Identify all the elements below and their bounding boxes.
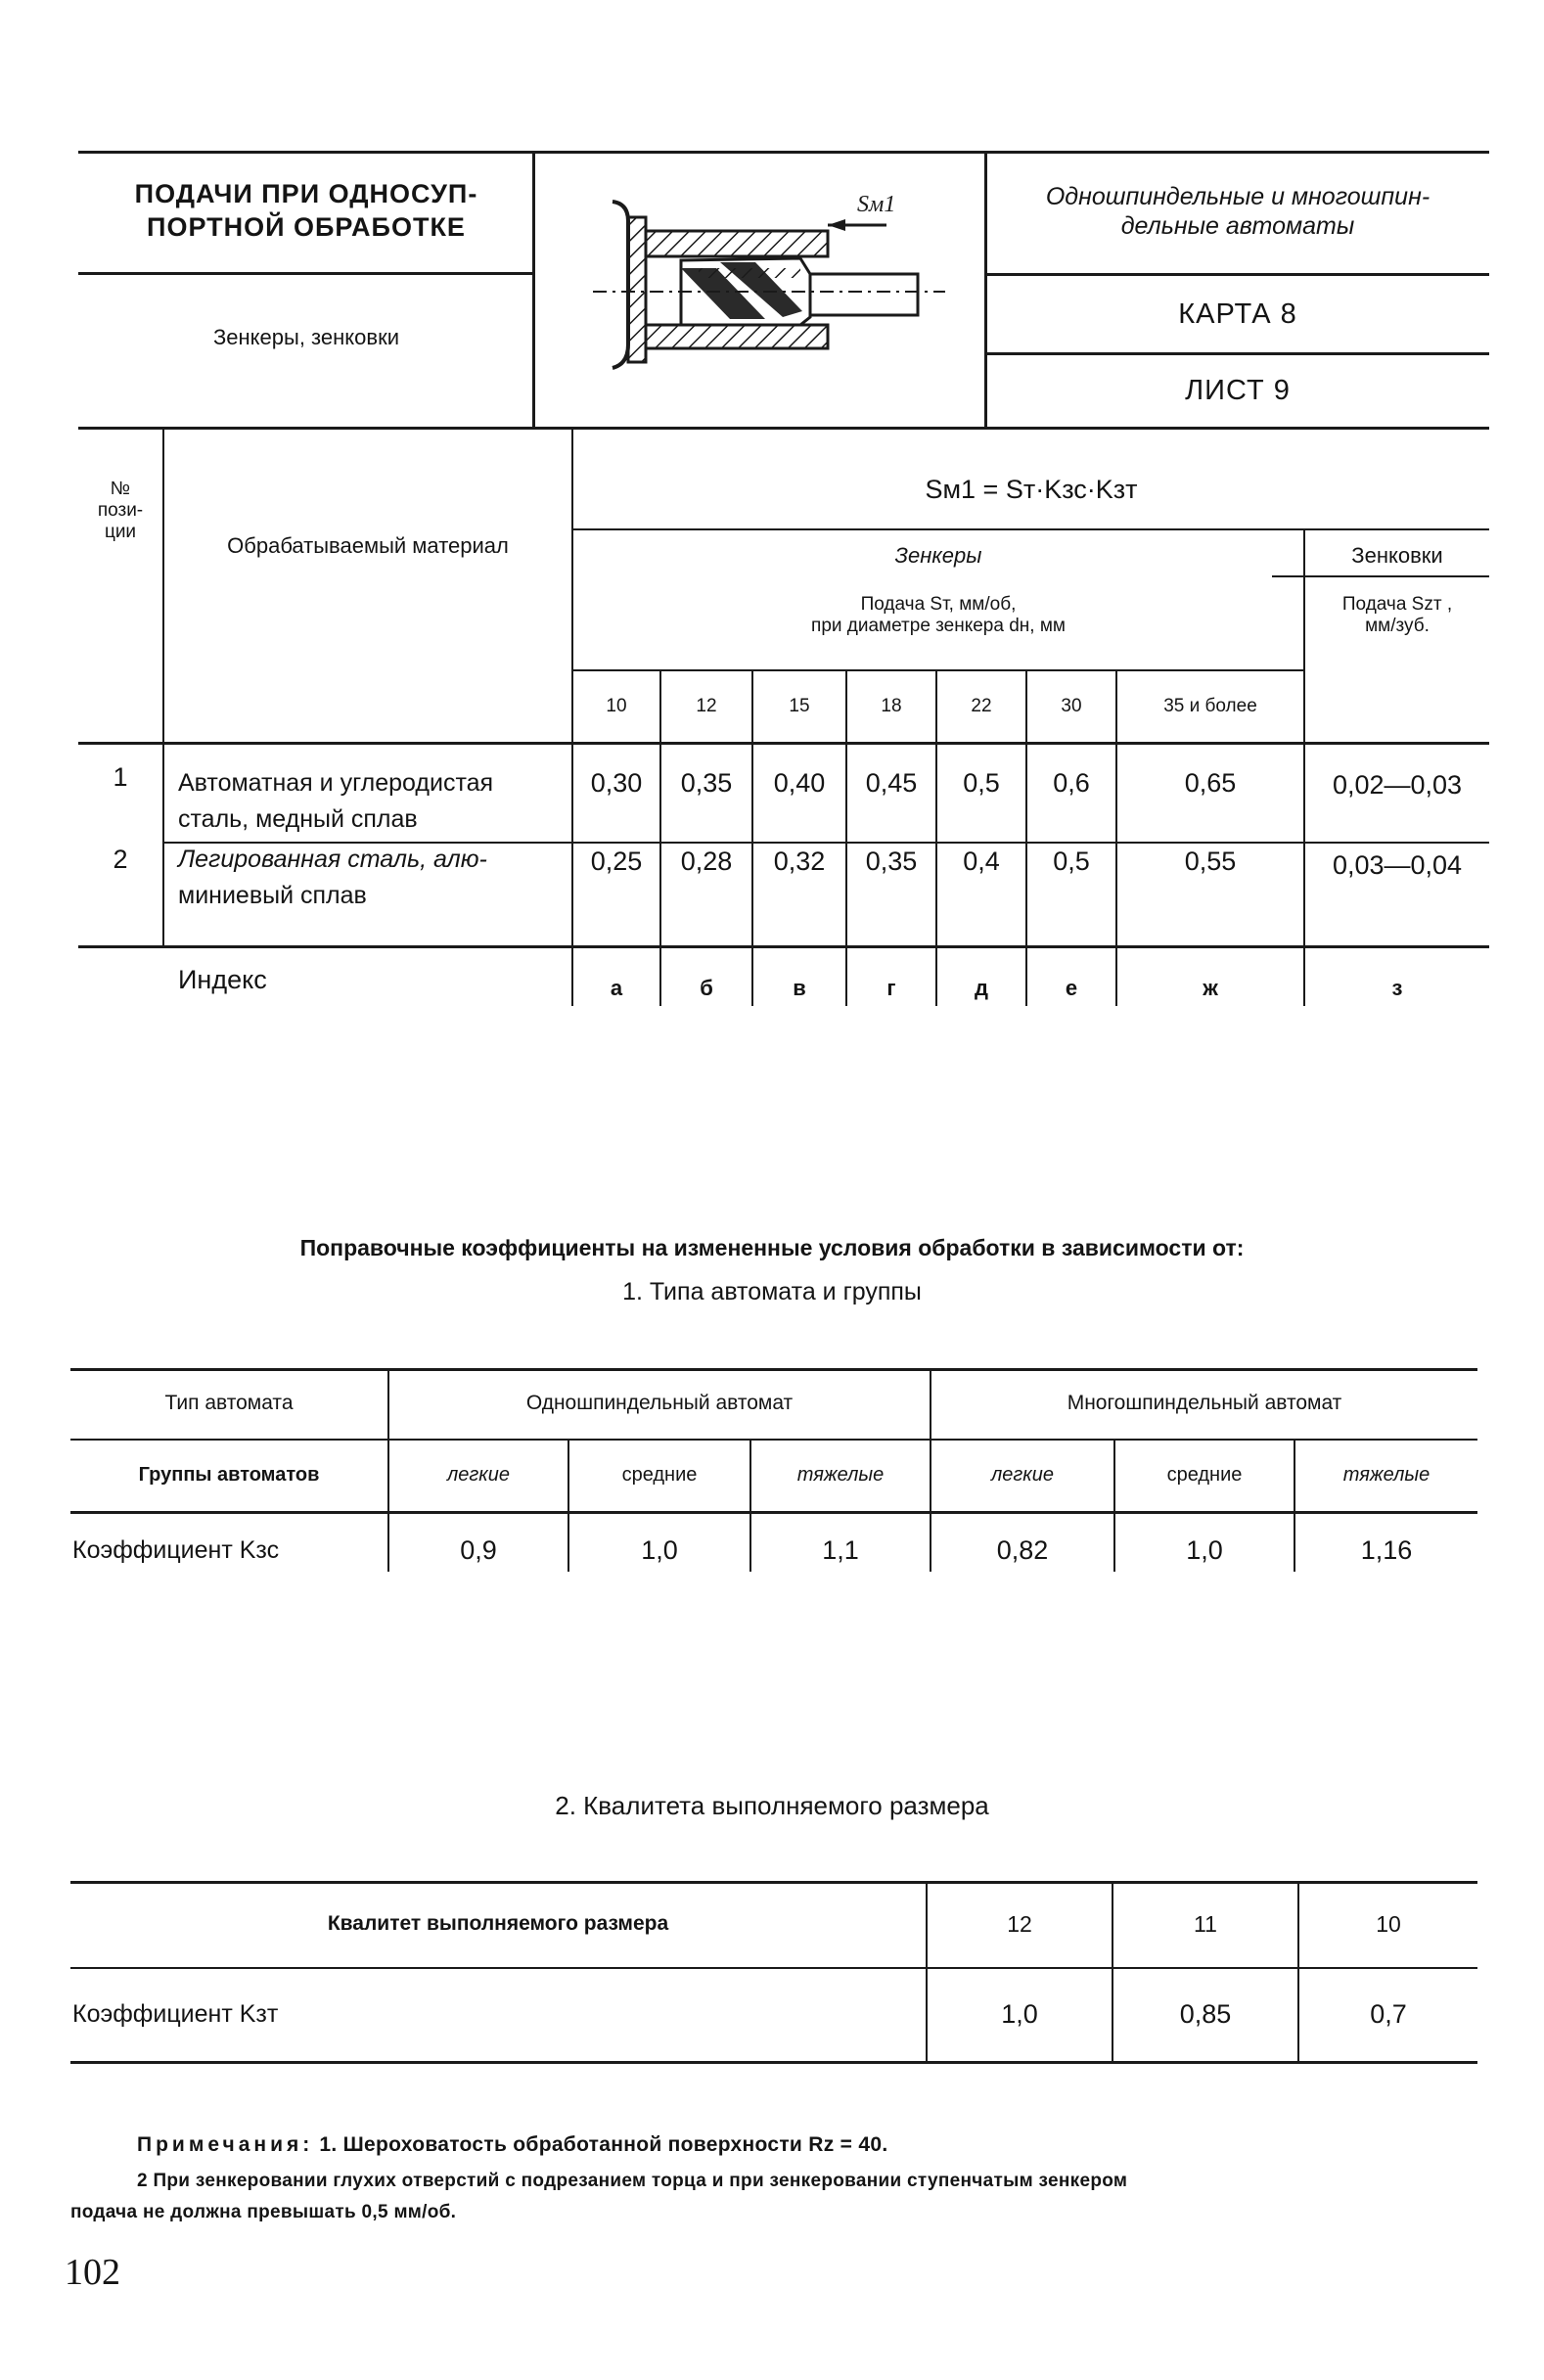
diameter-cell: 15	[789, 696, 810, 716]
feed-value: 0,25	[590, 846, 643, 876]
row-header-coef-tolerance: Коэффициент Kзт	[72, 1999, 279, 2028]
grade-cell: 11	[1194, 1910, 1217, 1937]
feed-value: 0,6	[1053, 767, 1090, 798]
page-subtitle	[82, 303, 530, 372]
material-line-2: миниевый сплав	[178, 882, 367, 909]
feed-value: 0,28	[680, 846, 733, 876]
row-position: 1	[113, 761, 128, 792]
group-cell: легкие	[991, 1463, 1054, 1486]
pos-line-2: пози-	[97, 500, 144, 521]
group-header-zenkery: Зенкеры	[894, 543, 982, 568]
feed-value: 0,55	[1184, 846, 1237, 876]
feed-value: 0,40	[773, 767, 826, 798]
row-header-coef: Коэффициент Kзс	[72, 1535, 280, 1564]
coef-value: 0,7	[1370, 1998, 1407, 2029]
grade-cell: 10	[1376, 1910, 1401, 1937]
group-header-zenkovki: Зенковки	[1351, 543, 1443, 568]
col-header-single: Одношпиндельный автомат	[525, 1392, 794, 1414]
col-header-material: Обрабатываемый материал	[227, 533, 509, 558]
coef-value: 1,0	[1186, 1534, 1223, 1565]
material-line-2: сталь, медный сплав	[178, 805, 418, 833]
feed-value: 0,35	[865, 846, 918, 876]
feed-value: 0,5	[1053, 846, 1090, 876]
col-header-multi: Многошпиндельный автомат	[1067, 1392, 1342, 1414]
page-number: 102	[65, 2252, 120, 2293]
coef-value: 0,82	[996, 1534, 1049, 1565]
feed-header-zenkovki	[1305, 581, 1489, 650]
note-2-line-1: 2 При зенкеровании глухих отверстий с подрезанием торца и при зенкеровании ступенчатым зенкером	[137, 2171, 1128, 2191]
index-letter: з	[1391, 976, 1403, 1000]
group-cell: средние	[1166, 1463, 1243, 1486]
sheet-number: ЛИСТ 9	[1185, 374, 1291, 406]
index-letter: г	[886, 976, 896, 1000]
col-header-tolerance: Квалитет выполняемого размера	[327, 1912, 669, 1935]
row-material	[178, 765, 569, 844]
feed-value: 0,65	[1184, 767, 1237, 798]
pos-line-1: №	[110, 479, 131, 499]
card-number: КАРТА 8	[1178, 298, 1297, 330]
grade-cell: 12	[1007, 1910, 1032, 1937]
index-label: Индекс	[178, 965, 267, 994]
title-line-1: ПОДАЧИ ПРИ ОДНОСУП-	[134, 179, 478, 208]
group-cell: тяжелые	[796, 1463, 885, 1486]
feed-zenkovki-line-1: Подача Szт ,	[1341, 594, 1453, 615]
material-line-1: Автоматная и углеродистая	[178, 769, 494, 797]
feed-zenkery-line-2: при диаметре зенкера dн, мм	[811, 616, 1066, 636]
coef-value: 0,85	[1179, 1998, 1232, 2029]
machines-label	[990, 172, 1485, 251]
col-header-type: Тип автомата	[164, 1392, 294, 1414]
feed-zenkovki-line-2: мм/зуб.	[1365, 616, 1430, 636]
group-cell: средние	[621, 1463, 698, 1486]
material-line-1: Легированная сталь, алю-	[178, 846, 487, 873]
index-letter: а	[610, 976, 623, 1000]
machines-line-2: дельные автоматы	[1120, 212, 1355, 240]
diameter-cell: 12	[696, 696, 717, 716]
diameter-cell: 35 и более	[1163, 696, 1257, 716]
page-title	[82, 166, 530, 254]
row-material	[178, 842, 569, 920]
title-line-2: ПОРТНОЙ ОБРАБОТКЕ	[147, 212, 466, 242]
coef-value: 1,16	[1360, 1534, 1413, 1565]
index-letter: д	[975, 976, 988, 1000]
row-header-groups: Группы автоматов	[138, 1463, 320, 1486]
group-cell: тяжелые	[1342, 1463, 1430, 1486]
note-1	[137, 2133, 1487, 2157]
feed-value: 0,35	[680, 767, 733, 798]
notes-label: Примечания:	[137, 2133, 314, 2156]
index-letter: б	[700, 976, 713, 1000]
feed-formula: Sм1 = Sт·Kзс·Kзт	[925, 474, 1138, 504]
machines-line-1: Одношпиндельные и многошпин-	[1045, 183, 1430, 210]
feed-value: 0,4	[963, 846, 1000, 876]
zenkovka-value: 0,03—0,04	[1332, 849, 1463, 880]
note-2-line-2: подача не должна превышать 0,5 мм/об.	[70, 2202, 457, 2222]
row-position: 2	[113, 844, 128, 874]
corrections-subheading-2: 2. Квалитета выполняемого размера	[555, 1791, 989, 1820]
coef-value: 0,9	[460, 1534, 497, 1565]
feed-value: 0,5	[963, 767, 1000, 798]
index-letter: в	[793, 976, 806, 1000]
feed-value: 0,30	[590, 767, 643, 798]
note-1-text: 1. Шероховатость обработанной поверхности Rz = 40.	[319, 2133, 888, 2156]
diameter-cell: 10	[606, 696, 627, 716]
zenkovka-value: 0,02—0,03	[1332, 769, 1463, 800]
feed-value: 0,45	[865, 767, 918, 798]
tool-sketch-figure	[534, 153, 982, 425]
index-letter: ж	[1203, 976, 1218, 1000]
feed-label: Sм1	[857, 192, 896, 217]
feed-zenkery-line-1: Подача Sт, мм/об,	[860, 594, 1017, 615]
subtitle-text: Зенкеры, зенковки	[213, 325, 399, 349]
coef-value: 1,1	[822, 1534, 859, 1565]
coef-value: 1,0	[641, 1534, 678, 1565]
index-letter: е	[1065, 976, 1078, 1000]
pos-line-3: ции	[104, 522, 137, 542]
diameter-cell: 30	[1061, 696, 1082, 716]
feed-value: 0,32	[773, 846, 826, 876]
diameter-cell: 22	[971, 696, 992, 716]
corrections-subheading-1: 1. Типа автомата и группы	[622, 1278, 922, 1305]
diameter-cell: 18	[881, 696, 902, 716]
corrections-heading: Поправочные коэффициенты на измененные условия обработки в зависимости от:	[299, 1235, 1245, 1260]
coef-value: 1,0	[1001, 1998, 1038, 2029]
col-header-position	[78, 462, 162, 560]
group-cell: легкие	[447, 1463, 510, 1486]
feed-header-zenkery	[573, 581, 1303, 650]
